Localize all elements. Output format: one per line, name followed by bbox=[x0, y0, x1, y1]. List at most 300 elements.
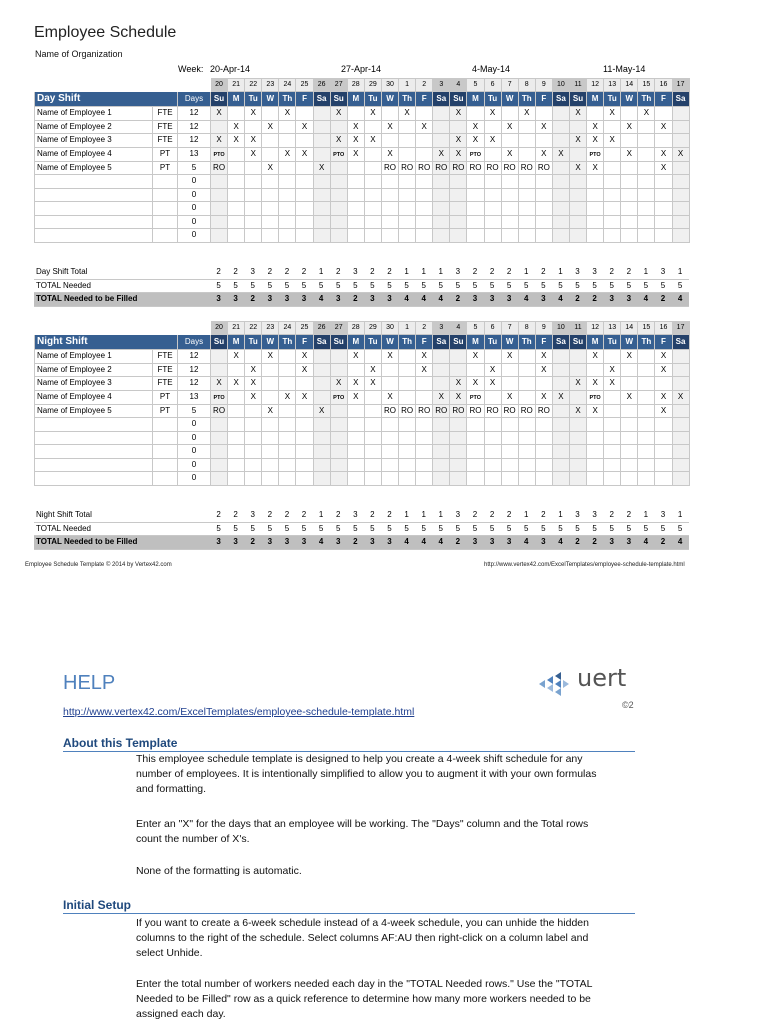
help-link[interactable]: http://www.vertex42.com/ExcelTemplates/employee-schedule-template.html bbox=[63, 706, 415, 718]
schedule-cell[interactable] bbox=[638, 188, 655, 202]
schedule-cell[interactable] bbox=[467, 445, 484, 459]
schedule-cell[interactable] bbox=[228, 404, 245, 418]
schedule-cell[interactable] bbox=[364, 175, 381, 189]
employee-type-cell[interactable] bbox=[153, 229, 178, 243]
schedule-cell[interactable] bbox=[467, 120, 484, 134]
schedule-cell[interactable] bbox=[228, 445, 245, 459]
schedule-cell[interactable] bbox=[535, 390, 552, 404]
schedule-cell[interactable] bbox=[467, 134, 484, 148]
schedule-cell[interactable] bbox=[228, 472, 245, 486]
schedule-cell[interactable] bbox=[296, 350, 313, 364]
total-value-cell[interactable]: 5 bbox=[620, 522, 637, 536]
schedule-cell[interactable] bbox=[364, 188, 381, 202]
schedule-cell[interactable] bbox=[279, 202, 296, 216]
schedule-cell[interactable] bbox=[381, 229, 398, 243]
schedule-cell[interactable] bbox=[621, 215, 638, 229]
schedule-cell[interactable] bbox=[569, 175, 586, 189]
total-value-cell[interactable]: 5 bbox=[603, 279, 620, 293]
schedule-cell[interactable] bbox=[416, 134, 433, 148]
employee-type-cell[interactable] bbox=[153, 472, 178, 486]
employee-name-cell[interactable] bbox=[35, 175, 153, 189]
employee-name-cell[interactable] bbox=[35, 202, 153, 216]
schedule-cell[interactable] bbox=[330, 404, 347, 418]
employee-type-cell[interactable] bbox=[153, 202, 178, 216]
schedule-cell[interactable] bbox=[484, 215, 501, 229]
schedule-cell[interactable] bbox=[535, 188, 552, 202]
schedule-cell[interactable] bbox=[347, 363, 364, 377]
schedule-cell[interactable] bbox=[296, 431, 313, 445]
schedule-cell[interactable] bbox=[467, 458, 484, 472]
schedule-cell[interactable] bbox=[655, 120, 672, 134]
schedule-cell[interactable] bbox=[245, 147, 262, 161]
schedule-cell[interactable] bbox=[484, 147, 501, 161]
schedule-cell[interactable] bbox=[535, 107, 552, 121]
schedule-cell[interactable] bbox=[399, 134, 416, 148]
schedule-cell[interactable] bbox=[416, 377, 433, 391]
schedule-cell[interactable] bbox=[518, 472, 535, 486]
total-value-cell[interactable]: 5 bbox=[654, 279, 671, 293]
schedule-cell[interactable] bbox=[347, 229, 364, 243]
employee-name-cell[interactable]: Name of Employee 4 bbox=[35, 147, 153, 161]
schedule-cell[interactable] bbox=[211, 147, 228, 161]
schedule-cell[interactable] bbox=[638, 458, 655, 472]
schedule-cell[interactable] bbox=[211, 472, 228, 486]
schedule-cell[interactable] bbox=[279, 215, 296, 229]
schedule-cell[interactable] bbox=[347, 202, 364, 216]
schedule-cell[interactable] bbox=[330, 431, 347, 445]
schedule-cell[interactable] bbox=[211, 377, 228, 391]
schedule-cell[interactable] bbox=[638, 390, 655, 404]
schedule-cell[interactable] bbox=[604, 350, 621, 364]
schedule-cell[interactable] bbox=[381, 215, 398, 229]
schedule-cell[interactable] bbox=[245, 134, 262, 148]
schedule-cell[interactable] bbox=[313, 404, 330, 418]
schedule-cell[interactable] bbox=[364, 377, 381, 391]
schedule-cell[interactable] bbox=[535, 161, 552, 175]
schedule-cell[interactable] bbox=[655, 175, 672, 189]
schedule-cell[interactable] bbox=[621, 431, 638, 445]
schedule-cell[interactable] bbox=[211, 229, 228, 243]
schedule-cell[interactable] bbox=[381, 161, 398, 175]
schedule-cell[interactable] bbox=[330, 363, 347, 377]
schedule-cell[interactable] bbox=[399, 147, 416, 161]
schedule-cell[interactable] bbox=[279, 107, 296, 121]
schedule-cell[interactable] bbox=[672, 229, 689, 243]
total-value-cell[interactable]: 5 bbox=[381, 522, 398, 536]
schedule-cell[interactable] bbox=[279, 229, 296, 243]
schedule-cell[interactable] bbox=[672, 404, 689, 418]
schedule-cell[interactable] bbox=[313, 161, 330, 175]
schedule-cell[interactable] bbox=[621, 202, 638, 216]
schedule-cell[interactable] bbox=[262, 350, 279, 364]
schedule-cell[interactable] bbox=[604, 445, 621, 459]
schedule-cell[interactable] bbox=[262, 418, 279, 432]
schedule-cell[interactable] bbox=[450, 445, 467, 459]
schedule-cell[interactable] bbox=[296, 363, 313, 377]
schedule-cell[interactable] bbox=[313, 350, 330, 364]
schedule-cell[interactable] bbox=[587, 229, 604, 243]
schedule-cell[interactable] bbox=[330, 458, 347, 472]
total-value-cell[interactable]: 5 bbox=[295, 522, 312, 536]
schedule-cell[interactable] bbox=[364, 431, 381, 445]
schedule-cell[interactable] bbox=[655, 188, 672, 202]
schedule-cell[interactable] bbox=[228, 107, 245, 121]
schedule-cell[interactable] bbox=[672, 431, 689, 445]
schedule-cell[interactable] bbox=[381, 202, 398, 216]
employee-name-cell[interactable]: Name of Employee 2 bbox=[35, 120, 153, 134]
schedule-cell[interactable] bbox=[518, 458, 535, 472]
schedule-cell[interactable] bbox=[621, 229, 638, 243]
schedule-cell[interactable] bbox=[484, 202, 501, 216]
schedule-cell[interactable] bbox=[279, 175, 296, 189]
schedule-cell[interactable] bbox=[279, 188, 296, 202]
schedule-cell[interactable] bbox=[347, 350, 364, 364]
schedule-cell[interactable] bbox=[501, 404, 518, 418]
schedule-cell[interactable] bbox=[467, 229, 484, 243]
footer-url[interactable]: http://www.vertex42.com/ExcelTemplates/employee-schedule-template.html bbox=[484, 562, 685, 568]
schedule-cell[interactable] bbox=[296, 404, 313, 418]
schedule-cell[interactable] bbox=[672, 350, 689, 364]
schedule-cell[interactable] bbox=[621, 472, 638, 486]
schedule-cell[interactable] bbox=[484, 161, 501, 175]
schedule-cell[interactable] bbox=[262, 202, 279, 216]
schedule-cell[interactable] bbox=[569, 431, 586, 445]
schedule-cell[interactable] bbox=[587, 107, 604, 121]
schedule-cell[interactable] bbox=[364, 404, 381, 418]
schedule-cell[interactable] bbox=[347, 418, 364, 432]
schedule-cell[interactable] bbox=[467, 202, 484, 216]
schedule-cell[interactable] bbox=[262, 161, 279, 175]
schedule-cell[interactable] bbox=[484, 431, 501, 445]
schedule-cell[interactable] bbox=[638, 350, 655, 364]
total-value-cell[interactable]: 5 bbox=[484, 279, 501, 293]
schedule-cell[interactable] bbox=[433, 107, 450, 121]
schedule-cell[interactable] bbox=[450, 161, 467, 175]
schedule-cell[interactable] bbox=[450, 458, 467, 472]
schedule-cell[interactable] bbox=[416, 120, 433, 134]
schedule-cell[interactable] bbox=[416, 404, 433, 418]
schedule-cell[interactable] bbox=[655, 418, 672, 432]
total-value-cell[interactable]: 5 bbox=[552, 279, 569, 293]
schedule-cell[interactable] bbox=[655, 445, 672, 459]
schedule-cell[interactable] bbox=[501, 202, 518, 216]
schedule-cell[interactable] bbox=[569, 202, 586, 216]
schedule-cell[interactable] bbox=[211, 188, 228, 202]
schedule-cell[interactable] bbox=[279, 418, 296, 432]
schedule-cell[interactable] bbox=[518, 175, 535, 189]
schedule-cell[interactable] bbox=[484, 107, 501, 121]
schedule-cell[interactable] bbox=[228, 202, 245, 216]
schedule-cell[interactable] bbox=[279, 472, 296, 486]
schedule-cell[interactable] bbox=[330, 175, 347, 189]
schedule-cell[interactable] bbox=[552, 161, 569, 175]
schedule-cell[interactable] bbox=[347, 472, 364, 486]
schedule-cell[interactable] bbox=[433, 363, 450, 377]
schedule-cell[interactable] bbox=[433, 161, 450, 175]
schedule-cell[interactable] bbox=[672, 458, 689, 472]
schedule-cell[interactable] bbox=[552, 350, 569, 364]
schedule-cell[interactable] bbox=[330, 377, 347, 391]
organization-name[interactable]: Name of Organization bbox=[35, 49, 123, 59]
schedule-cell[interactable] bbox=[245, 188, 262, 202]
schedule-cell[interactable] bbox=[279, 390, 296, 404]
schedule-cell[interactable] bbox=[279, 120, 296, 134]
schedule-cell[interactable] bbox=[518, 350, 535, 364]
schedule-cell[interactable] bbox=[245, 390, 262, 404]
employee-name-cell[interactable]: Name of Employee 3 bbox=[35, 377, 153, 391]
schedule-cell[interactable] bbox=[484, 472, 501, 486]
schedule-cell[interactable] bbox=[450, 107, 467, 121]
schedule-cell[interactable] bbox=[330, 418, 347, 432]
schedule-cell[interactable] bbox=[587, 377, 604, 391]
schedule-cell[interactable] bbox=[604, 147, 621, 161]
schedule-cell[interactable] bbox=[450, 202, 467, 216]
schedule-cell[interactable] bbox=[638, 120, 655, 134]
schedule-cell[interactable] bbox=[211, 418, 228, 432]
schedule-cell[interactable] bbox=[364, 350, 381, 364]
schedule-cell[interactable] bbox=[228, 188, 245, 202]
schedule-cell[interactable] bbox=[347, 377, 364, 391]
schedule-cell[interactable] bbox=[672, 134, 689, 148]
total-value-cell[interactable]: 5 bbox=[244, 522, 261, 536]
schedule-cell[interactable] bbox=[262, 377, 279, 391]
schedule-cell[interactable] bbox=[638, 107, 655, 121]
schedule-cell[interactable] bbox=[587, 175, 604, 189]
schedule-cell[interactable] bbox=[518, 134, 535, 148]
schedule-cell[interactable] bbox=[416, 188, 433, 202]
schedule-cell[interactable] bbox=[672, 147, 689, 161]
schedule-cell[interactable] bbox=[467, 472, 484, 486]
schedule-cell[interactable] bbox=[228, 377, 245, 391]
schedule-cell[interactable] bbox=[569, 107, 586, 121]
schedule-cell[interactable] bbox=[552, 404, 569, 418]
schedule-cell[interactable] bbox=[604, 472, 621, 486]
schedule-cell[interactable] bbox=[467, 404, 484, 418]
schedule-cell[interactable] bbox=[518, 229, 535, 243]
schedule-cell[interactable] bbox=[638, 134, 655, 148]
schedule-cell[interactable] bbox=[433, 120, 450, 134]
schedule-cell[interactable] bbox=[245, 363, 262, 377]
schedule-cell[interactable] bbox=[416, 175, 433, 189]
schedule-cell[interactable] bbox=[604, 363, 621, 377]
employee-name-cell[interactable] bbox=[35, 229, 153, 243]
schedule-cell[interactable] bbox=[484, 188, 501, 202]
schedule-cell[interactable] bbox=[245, 404, 262, 418]
total-value-cell[interactable]: 5 bbox=[518, 279, 535, 293]
schedule-cell[interactable] bbox=[416, 229, 433, 243]
schedule-cell[interactable] bbox=[501, 418, 518, 432]
schedule-cell[interactable] bbox=[279, 431, 296, 445]
schedule-cell[interactable] bbox=[211, 161, 228, 175]
schedule-cell[interactable] bbox=[604, 134, 621, 148]
employee-name-cell[interactable] bbox=[35, 418, 153, 432]
schedule-cell[interactable] bbox=[484, 377, 501, 391]
employee-name-cell[interactable] bbox=[35, 215, 153, 229]
schedule-cell[interactable] bbox=[535, 215, 552, 229]
schedule-cell[interactable] bbox=[638, 377, 655, 391]
schedule-cell[interactable] bbox=[296, 147, 313, 161]
schedule-cell[interactable] bbox=[245, 107, 262, 121]
schedule-cell[interactable] bbox=[501, 134, 518, 148]
schedule-cell[interactable] bbox=[552, 229, 569, 243]
schedule-cell[interactable] bbox=[450, 431, 467, 445]
schedule-cell[interactable] bbox=[245, 350, 262, 364]
schedule-cell[interactable] bbox=[587, 445, 604, 459]
schedule-cell[interactable] bbox=[296, 120, 313, 134]
schedule-cell[interactable] bbox=[638, 202, 655, 216]
schedule-cell[interactable] bbox=[330, 161, 347, 175]
schedule-cell[interactable] bbox=[587, 458, 604, 472]
schedule-cell[interactable] bbox=[416, 458, 433, 472]
schedule-cell[interactable] bbox=[330, 188, 347, 202]
schedule-cell[interactable] bbox=[569, 161, 586, 175]
schedule-cell[interactable] bbox=[296, 377, 313, 391]
schedule-cell[interactable] bbox=[381, 120, 398, 134]
schedule-cell[interactable] bbox=[518, 147, 535, 161]
schedule-cell[interactable] bbox=[518, 377, 535, 391]
schedule-cell[interactable] bbox=[381, 188, 398, 202]
schedule-cell[interactable] bbox=[279, 161, 296, 175]
schedule-cell[interactable] bbox=[467, 377, 484, 391]
schedule-cell[interactable] bbox=[604, 390, 621, 404]
schedule-cell[interactable] bbox=[416, 363, 433, 377]
schedule-cell[interactable] bbox=[587, 390, 604, 404]
total-value-cell[interactable]: 5 bbox=[210, 522, 227, 536]
schedule-cell[interactable] bbox=[467, 431, 484, 445]
schedule-cell[interactable] bbox=[347, 147, 364, 161]
total-value-cell[interactable]: 5 bbox=[227, 279, 244, 293]
schedule-cell[interactable] bbox=[330, 350, 347, 364]
schedule-cell[interactable] bbox=[313, 229, 330, 243]
schedule-cell[interactable] bbox=[381, 377, 398, 391]
schedule-cell[interactable] bbox=[518, 120, 535, 134]
schedule-cell[interactable] bbox=[467, 363, 484, 377]
schedule-cell[interactable] bbox=[501, 188, 518, 202]
employee-type-cell[interactable]: FTE bbox=[153, 350, 178, 364]
schedule-cell[interactable] bbox=[245, 175, 262, 189]
schedule-cell[interactable] bbox=[313, 202, 330, 216]
schedule-cell[interactable] bbox=[228, 175, 245, 189]
schedule-cell[interactable] bbox=[484, 390, 501, 404]
schedule-cell[interactable] bbox=[364, 363, 381, 377]
schedule-cell[interactable] bbox=[535, 120, 552, 134]
schedule-cell[interactable] bbox=[296, 175, 313, 189]
employee-type-cell[interactable] bbox=[153, 445, 178, 459]
total-value-cell[interactable]: 5 bbox=[569, 279, 586, 293]
schedule-cell[interactable] bbox=[569, 229, 586, 243]
schedule-cell[interactable] bbox=[501, 147, 518, 161]
schedule-cell[interactable] bbox=[245, 472, 262, 486]
schedule-cell[interactable] bbox=[655, 458, 672, 472]
schedule-cell[interactable] bbox=[569, 215, 586, 229]
schedule-cell[interactable] bbox=[604, 107, 621, 121]
schedule-cell[interactable] bbox=[416, 215, 433, 229]
schedule-cell[interactable] bbox=[569, 404, 586, 418]
schedule-cell[interactable] bbox=[621, 390, 638, 404]
schedule-cell[interactable] bbox=[347, 215, 364, 229]
schedule-cell[interactable] bbox=[245, 458, 262, 472]
schedule-cell[interactable] bbox=[313, 390, 330, 404]
schedule-cell[interactable] bbox=[552, 363, 569, 377]
employee-name-cell[interactable]: Name of Employee 1 bbox=[35, 107, 153, 121]
schedule-cell[interactable] bbox=[364, 107, 381, 121]
schedule-cell[interactable] bbox=[604, 215, 621, 229]
schedule-cell[interactable] bbox=[364, 202, 381, 216]
total-value-cell[interactable]: 5 bbox=[278, 279, 295, 293]
schedule-cell[interactable] bbox=[655, 390, 672, 404]
schedule-cell[interactable] bbox=[604, 418, 621, 432]
schedule-cell[interactable] bbox=[330, 390, 347, 404]
schedule-cell[interactable] bbox=[228, 418, 245, 432]
schedule-cell[interactable] bbox=[364, 120, 381, 134]
schedule-cell[interactable] bbox=[450, 188, 467, 202]
schedule-cell[interactable] bbox=[518, 215, 535, 229]
schedule-cell[interactable] bbox=[364, 458, 381, 472]
schedule-cell[interactable] bbox=[364, 445, 381, 459]
schedule-cell[interactable] bbox=[347, 120, 364, 134]
total-value-cell[interactable]: 5 bbox=[227, 522, 244, 536]
schedule-cell[interactable] bbox=[604, 431, 621, 445]
schedule-cell[interactable] bbox=[467, 215, 484, 229]
schedule-cell[interactable] bbox=[535, 134, 552, 148]
schedule-cell[interactable] bbox=[621, 418, 638, 432]
schedule-cell[interactable] bbox=[518, 390, 535, 404]
schedule-cell[interactable] bbox=[450, 120, 467, 134]
schedule-cell[interactable] bbox=[228, 134, 245, 148]
schedule-cell[interactable] bbox=[399, 404, 416, 418]
schedule-cell[interactable] bbox=[381, 363, 398, 377]
schedule-cell[interactable] bbox=[262, 147, 279, 161]
schedule-cell[interactable] bbox=[211, 390, 228, 404]
schedule-cell[interactable] bbox=[638, 404, 655, 418]
schedule-cell[interactable] bbox=[467, 390, 484, 404]
total-value-cell[interactable]: 5 bbox=[415, 279, 432, 293]
schedule-cell[interactable] bbox=[450, 390, 467, 404]
schedule-cell[interactable] bbox=[535, 202, 552, 216]
schedule-cell[interactable] bbox=[604, 161, 621, 175]
schedule-cell[interactable] bbox=[638, 229, 655, 243]
schedule-cell[interactable] bbox=[262, 445, 279, 459]
schedule-cell[interactable] bbox=[552, 120, 569, 134]
schedule-cell[interactable] bbox=[638, 161, 655, 175]
schedule-cell[interactable] bbox=[381, 472, 398, 486]
schedule-cell[interactable] bbox=[655, 134, 672, 148]
total-value-cell[interactable]: 5 bbox=[620, 279, 637, 293]
schedule-cell[interactable] bbox=[416, 350, 433, 364]
schedule-cell[interactable] bbox=[364, 390, 381, 404]
total-value-cell[interactable]: 5 bbox=[569, 522, 586, 536]
schedule-cell[interactable] bbox=[655, 431, 672, 445]
schedule-cell[interactable] bbox=[211, 120, 228, 134]
schedule-cell[interactable] bbox=[228, 229, 245, 243]
schedule-cell[interactable] bbox=[262, 472, 279, 486]
schedule-cell[interactable] bbox=[245, 418, 262, 432]
schedule-cell[interactable] bbox=[621, 458, 638, 472]
schedule-cell[interactable] bbox=[416, 390, 433, 404]
schedule-cell[interactable] bbox=[672, 418, 689, 432]
schedule-cell[interactable] bbox=[296, 445, 313, 459]
schedule-cell[interactable] bbox=[621, 363, 638, 377]
schedule-cell[interactable] bbox=[262, 229, 279, 243]
schedule-cell[interactable] bbox=[587, 134, 604, 148]
schedule-cell[interactable] bbox=[621, 134, 638, 148]
schedule-cell[interactable] bbox=[604, 404, 621, 418]
schedule-cell[interactable] bbox=[484, 458, 501, 472]
schedule-cell[interactable] bbox=[535, 229, 552, 243]
schedule-cell[interactable] bbox=[330, 147, 347, 161]
total-value-cell[interactable]: 5 bbox=[672, 522, 689, 536]
schedule-cell[interactable] bbox=[433, 431, 450, 445]
